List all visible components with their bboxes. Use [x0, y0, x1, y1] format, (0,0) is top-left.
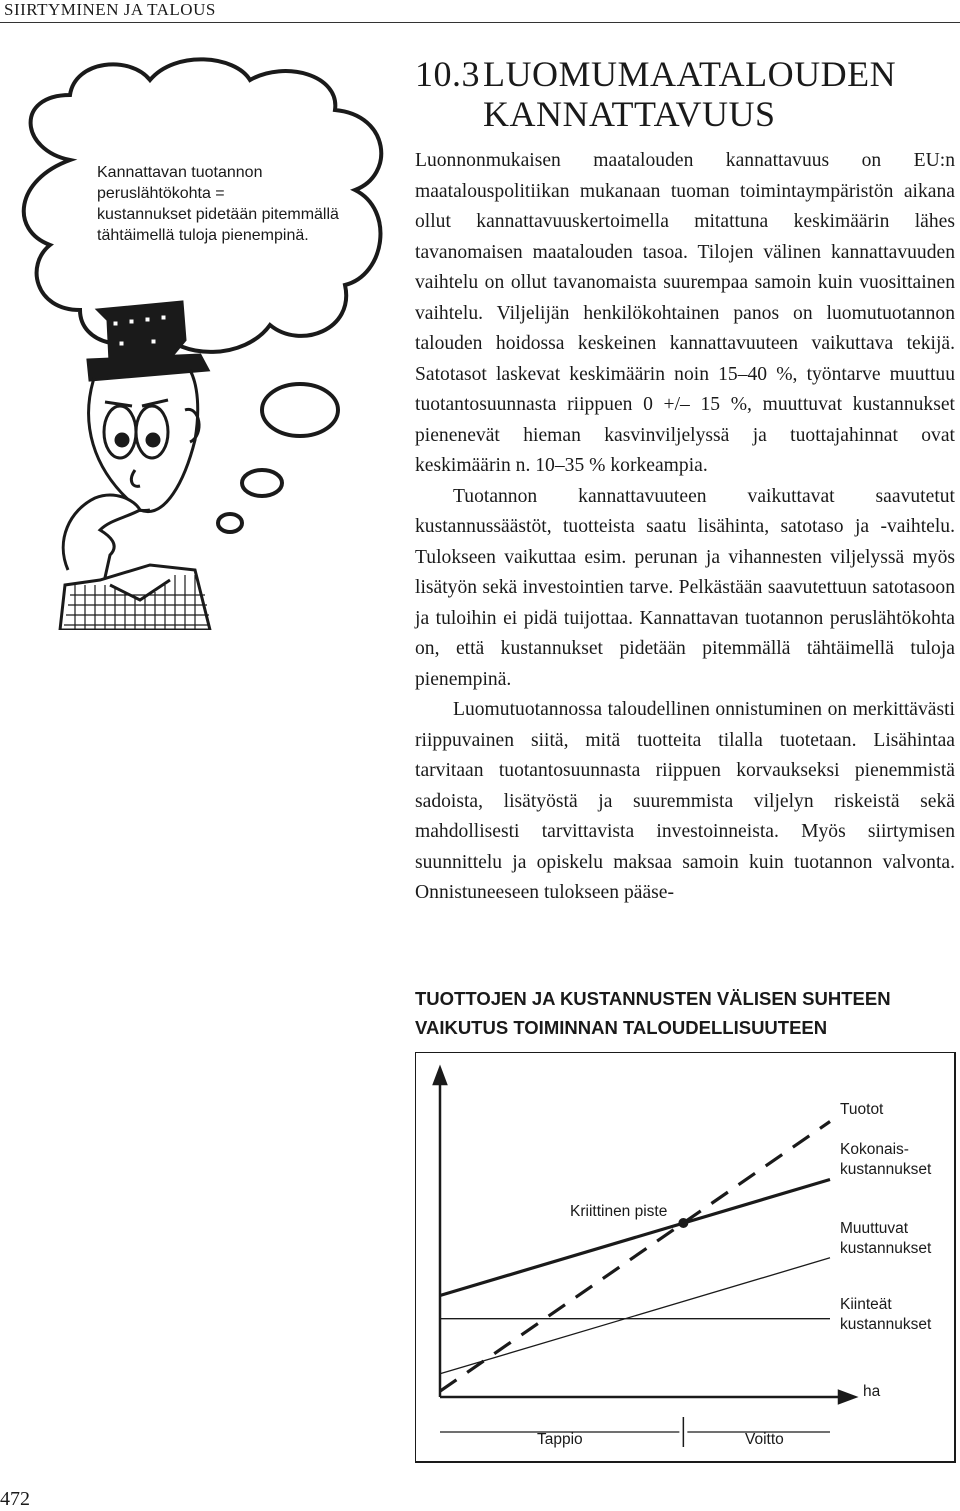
- region-label-loss: Tappio: [537, 1431, 583, 1448]
- series-label-kokonais: Kokonais-: [840, 1141, 909, 1158]
- region-label-profit: Voitto: [745, 1431, 784, 1448]
- page-number: 472: [0, 1488, 30, 1510]
- cloud-text-line: Kannattavan tuotannon: [97, 164, 263, 181]
- series-label-kiinteat: kustannukset: [840, 1316, 932, 1333]
- series-label-muuttuvat: Muuttuvat: [840, 1220, 909, 1237]
- series-line: [440, 1180, 830, 1296]
- series-label-kokonais: kustannukset: [840, 1161, 932, 1178]
- paragraph: Luomutuotannossa taloudellinen onnistuminen on merkittävästi riippuvainen siitä, mitä tuotteita tilalla tuotetaan. Lisähintaa tarvitaan tuotantosuunnasta riippuen korvaukseksi pienemmistä sadoista, lisätyöstä ja suuremmista viljelyn riskeistä sekä mahdollisesti tarvittavista investoinneista. Myös siirtymisen suunnittelu ja opiskelu maksaa samoin kuin tuotannon valvonta. Onnistuneeseen tulokseen pääse-: [415, 699, 955, 903]
- section-title-line1: LUOMUMAATALOUDEN: [483, 54, 897, 94]
- thought-bubbles: [218, 384, 338, 532]
- series-label-kiinteat: Kiinteät: [840, 1296, 892, 1313]
- paragraph: Luonnonmukaisen maatalouden kannattavuus on EU:n maatalouspolitiikan mukanaan tuoman toimintaympäristön aikana ollut kannattavuuskertoimella mitattuna keskimäärin lähes tavanomaisen maatalouden tasoa. Tilojen välinen kannattavuuden vaihtelu on ollut tavanomaista suurempaa samoin kuin vuosittainen vaihtelu. Viljelijän henkilökohtainen panos on luomutuotannon talouden hoidossa keskeinen kannattavuuteen vaikuttava tekijä. Satotasot laskevat keskimäärin noin 15–40 %, työntarve muuttuu tuotantosuunnasta riippuen 0 +/– 15 %, muuttuvat kustannukset pienenevät hieman kasvinviljelyssä ja tuottajahinnat ovat keskimäärin n. 10–35 % korkeampia.: [415, 150, 955, 476]
- series-line: [440, 1122, 830, 1392]
- farmer-face: [89, 370, 199, 512]
- section-number: 10.3: [415, 54, 480, 94]
- figure-heading: [415, 984, 891, 1042]
- cloud-text-line: kustannukset pidetään pitemmällä: [97, 206, 339, 223]
- farmer-cartoon: [0, 40, 400, 630]
- section-title: [415, 54, 896, 134]
- cloud-text-line: peruslähtökohta =: [97, 185, 225, 202]
- series-label-tuotot: Tuotot: [840, 1101, 884, 1118]
- x-axis-label: ha: [863, 1383, 881, 1400]
- header-rule: [0, 22, 960, 23]
- x-axis-arrow: [839, 1391, 855, 1403]
- figure-heading-line2: VAIKUTUS TOIMINNAN TALOUDELLISUUTEEN: [415, 1017, 828, 1038]
- section-title-line2: KANNATTAVUUS: [483, 94, 776, 134]
- series-label-muuttuvat: kustannukset: [840, 1240, 932, 1257]
- break-even-chart: [415, 1052, 957, 1464]
- cloud-text-line: tähtäimellä tuloja pienempinä.: [97, 227, 309, 244]
- paragraph: Tuotannon kannattavuuteen vaikuttavat saavutetut kustannussäästöt, tuotteista saatu lisähinta, satotaso ja -vaihtelu. Tulokseen vaikuttaa esim. perunan ja vihannesten viljelyssä myös lisätyön sekä investointien tarve. Pelkästään saavutettuun satotasoon ja tuloihin ei pidä tuijottaa. Kannattavan tuotannon peruslähtökohta on, että kustannukset pidetään pitemmällä tähtäimellä tuloja pienempinä.: [415, 485, 955, 690]
- thought-cloud-text: [97, 162, 347, 246]
- y-axis-arrow: [434, 1068, 446, 1084]
- figure-heading-line1: TUOTTOJEN JA KUSTANNUSTEN VÄLISEN SUHTEEN: [415, 988, 891, 1009]
- critical-point-label: Kriittinen piste: [570, 1203, 668, 1220]
- critical-point-marker: [678, 1218, 688, 1228]
- running-head: SIIRTYMINEN JA TALOUS: [4, 0, 216, 19]
- body-text: [415, 146, 955, 909]
- series-line: [440, 1258, 830, 1374]
